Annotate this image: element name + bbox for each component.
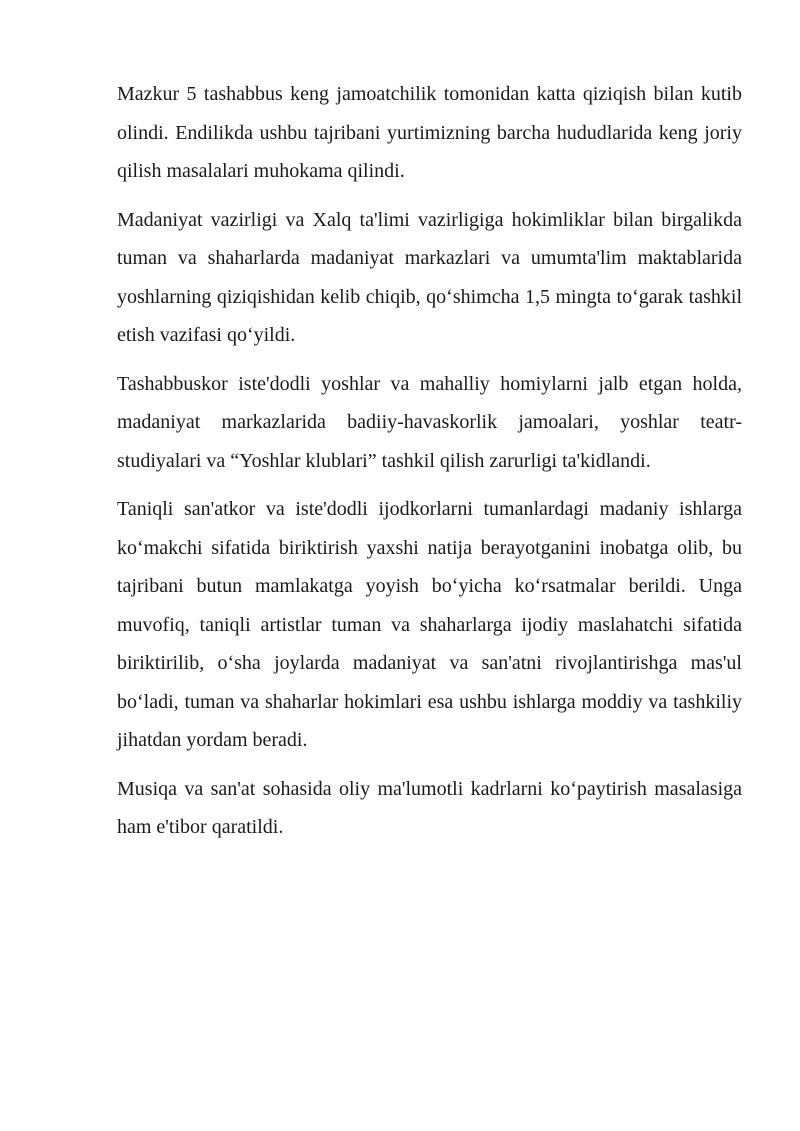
paragraph-3: Tashabbuskor iste'dodli yoshlar va mahalliy homiylarni jalb etgan holda, madaniyat markazlarida badiiy-havaskorlik jamoalari, yoshlar teatr-studiyalari va “Yoshlar klublari” tashkil qilish zarurligi ta'kidlandi. [117,372,742,472]
paragraph-4: Taniqli san'atkor va iste'dodli ijodkorlarni tumanlardagi madaniy ishlarga ko‘makchi sifatida biriktirish yaxshi natija berayotganini inobatga olib, bu tajribani butun mamlakatga yoyish bo‘yicha ko‘rsatmalar berildi. Unga muvofiq, taniqli artistlar tuman va shaharlarga ijodiy maslahatchi sifatida biriktirilib, o‘sha joylarda madaniyat va san'atni rivojlantirishga mas'ul bo‘ladi, tuman va shaharlar hokimlari esa ushbu ishlarga moddiy va tashkiliy jihatdan yordam beradi. [117,498,742,751]
paragraph-5: Musiqa va san'at sohasida oliy ma'lumotli kadrlarni ko‘paytirish masalasiga ham e'tibor qaratildi. [117,777,742,838]
paragraph-2: Madaniyat vazirligi va Xalq ta'limi vazirligiga hokimliklar bilan birgalikda tuman va shaharlarda madaniyat markazlari va umumta'lim maktablarida yoshlarning qiziqishidan kelib chiqib, qo‘shimcha 1,5 mingta to‘garak tashkil etish vazifasi qo‘yildi. [117,208,742,346]
paragraph-1: Mazkur 5 tashabbus keng jamoatchilik tomonidan katta qiziqish bilan kutib olindi. Endilikda ushbu tajribani yurtimizning barcha hududlarida keng joriy qilish masalalari muhokama qilindi. [117,83,742,182]
